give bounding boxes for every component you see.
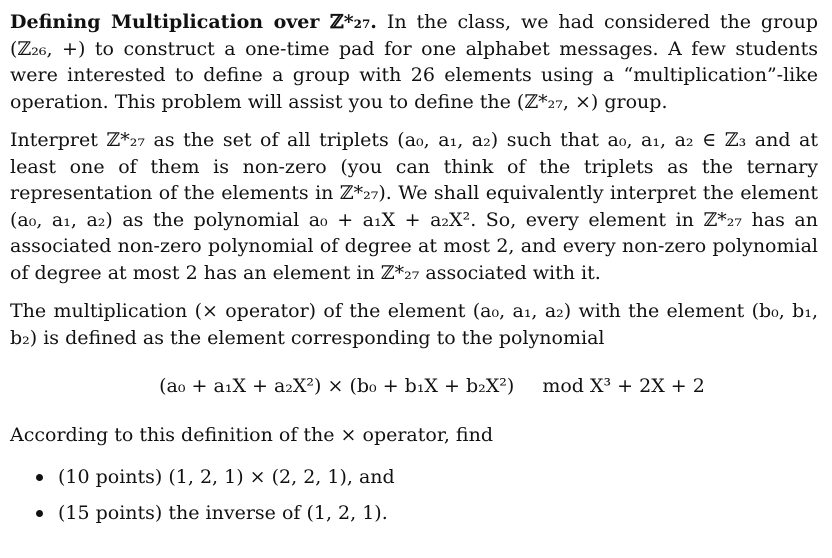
task-text: (15 points) the inverse of (1, 2, 1). [58,501,388,524]
paragraph-intro-text: In the class, we had considered the group (ℤ₂₆, +) to construct a one-time pad for one alphabet messages. A few students were interested to define a group with 26 elements using a “multiplication”-like operation. This problem will assist you to define the (ℤ*₂₇, ×) group. [10,11,819,113]
paragraph-task-intro: According to this definition of the × operator, find [10,423,493,446]
paragraph-multiplication-definition: The multiplication (× operator) of the element (a₀, a₁, a₂) with the element (b₀, b₁, b₂) is defined as the element corresponding to the polynomial [10,300,818,349]
bullet-icon [36,474,43,481]
task-text: (10 points) (1, 2, 1) × (2, 2, 1), and [58,466,395,488]
task-item-product [36,464,818,491]
equation-product: (a₀ + a₁X + a₂X²) × (b₀ + b₁X + b₂X²) [159,375,515,397]
problem-title: Defining Multiplication over ℤ*₂₇. [10,11,377,33]
bullet-icon [36,510,43,517]
display-equation [46,373,818,400]
task-list [10,464,818,526]
paragraph-intro [10,9,818,115]
equation-modulus: mod X³ + 2X + 2 [542,375,705,397]
paragraph-interpretation: Interpret ℤ*₂₇ as the set of all triplets (a₀, a₁, a₂) such that a₀, a₁, a₂ ∈ ℤ₃ and at least one of them is non-zero (you can think of the triplets as the ternary representation of the elements in ℤ*₂₇). We shall equivalently interpret the element (a₀, a₁, a₂) as the polynomial a₀ + a₁X + a₂X². So, every element in ℤ*₂₇ has an associated non-zero polynomial of degree at most 2, and every non-zero polynomial of degree at most 2 has an element in ℤ*₂₇ associated with it. [10,129,818,284]
task-item-inverse [36,500,818,527]
